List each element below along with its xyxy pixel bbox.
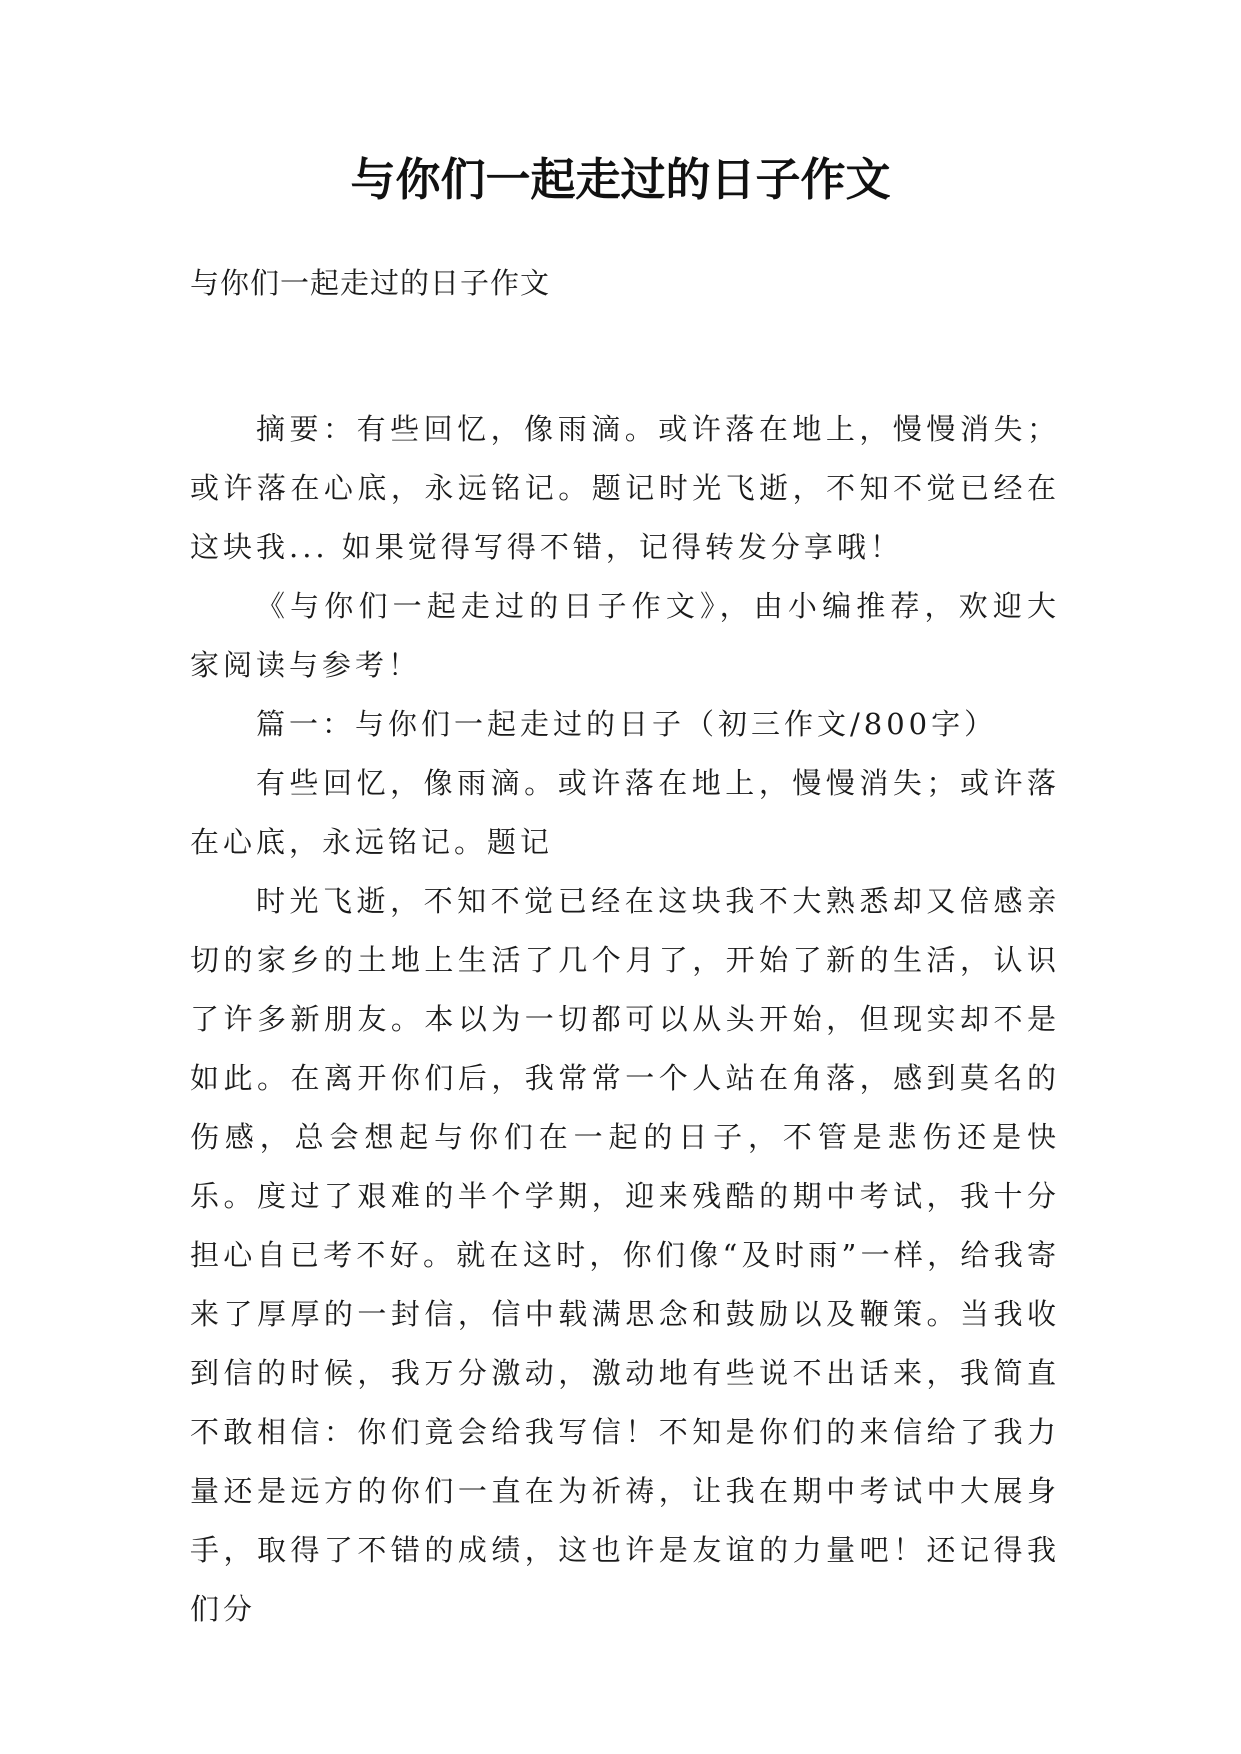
document-body [190, 400, 1060, 1639]
document-subtitle: 与你们一起走过的日子作文 [190, 266, 551, 300]
document-title: 与你们一起走过的日子作文 [350, 153, 891, 206]
body-paragraph: 时光飞逝，不知不觉已经在这块我不大熟悉却又倍感亲切的家乡的土地上生活了几个月了，开始了新的生活，认识了许多新朋友。本以为一切都可以从头开始，但现实却不是如此。在离开你们后，我常常一个人站在角落，感到莫名的伤感，总会想起与你们在一起的日子，不管是悲伤还是快乐。度过了艰难的半个学期，迎来残酷的期中考试，我十分担心自已考不好。就在这时，你们像“及时雨”一样，给我寄来了厚厚的一封信，信中载满思念和鼓励以及鞭策。当我收到信的时候，我万分激动，激动地有些说不出话来，我简直不敢相信：你们竟会给我写信！不知是你们的来信给了我力量还是远方的你们一直在为祈祷，让我在期中考试中大展身手，取得了不错的成绩，这也许是友谊的力量吧！还记得我们分 [190, 884, 1060, 1626]
epigraph-paragraph: 有些回忆，像雨滴。或许落在地上，慢慢消失；或许落在心底，永远铭记。题记 [190, 766, 1060, 859]
recommendation-paragraph: 《与你们一起走过的日子作文》，由小编推荐，欢迎大家阅读与参考！ [190, 589, 1060, 682]
section-heading: 篇一：与你们一起走过的日子（初三作文/800字） [256, 707, 998, 741]
abstract-paragraph: 摘要：有些回忆，像雨滴。或许落在地上，慢慢消失；或许落在心底，永远铭记。题记时光飞逝，不知不觉已经在这块我... 如果觉得写得不错，记得转发分享哦！ [190, 412, 1060, 564]
